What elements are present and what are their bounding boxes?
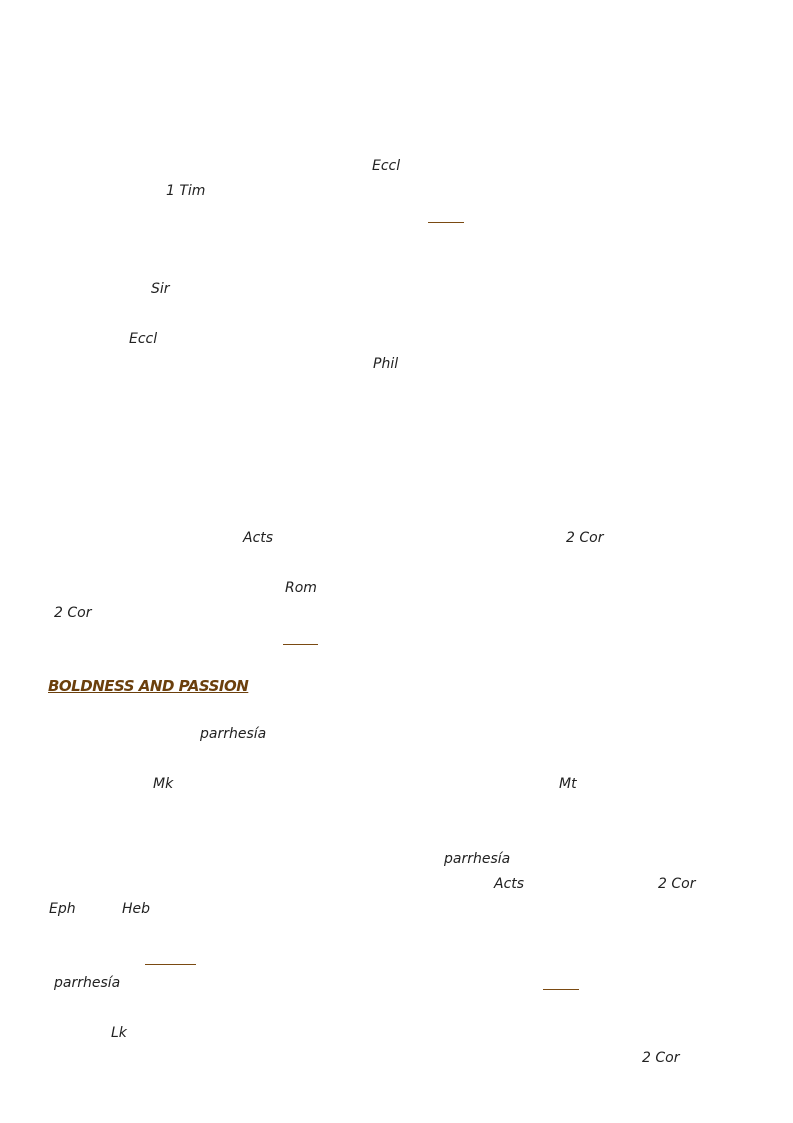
scripture-reference: Rom — [285, 580, 317, 596]
scripture-reference: Eccl — [372, 158, 401, 174]
greek-term: parrhesía — [200, 726, 267, 742]
scripture-reference: Acts — [243, 530, 274, 546]
scripture-reference: Mt — [559, 776, 577, 792]
scripture-reference: Eph — [49, 901, 76, 917]
footnote-link-rule[interactable] — [428, 222, 464, 223]
scripture-reference: 2 Cor — [54, 605, 92, 621]
scripture-reference: Lk — [111, 1025, 127, 1041]
scripture-reference: 2 Cor — [566, 530, 604, 546]
scripture-reference: 1 Tim — [166, 183, 206, 199]
footnote-link-rule[interactable] — [543, 989, 579, 990]
scripture-reference: Eccl — [129, 331, 158, 347]
footnote-link-rule[interactable] — [145, 964, 196, 965]
section-heading: BOLDNESS AND PASSION — [48, 677, 249, 695]
scripture-reference: 2 Cor — [642, 1050, 680, 1066]
scripture-reference: Heb — [122, 901, 151, 917]
greek-term: parrhesía — [444, 851, 511, 867]
footnote-link-rule[interactable] — [283, 644, 318, 645]
scripture-reference: Sir — [151, 281, 170, 297]
scripture-reference: Acts — [494, 876, 525, 892]
scripture-reference: 2 Cor — [658, 876, 696, 892]
greek-term: parrhesía — [54, 975, 121, 991]
scripture-reference: Mk — [153, 776, 174, 792]
scripture-reference: Phil — [373, 356, 399, 372]
